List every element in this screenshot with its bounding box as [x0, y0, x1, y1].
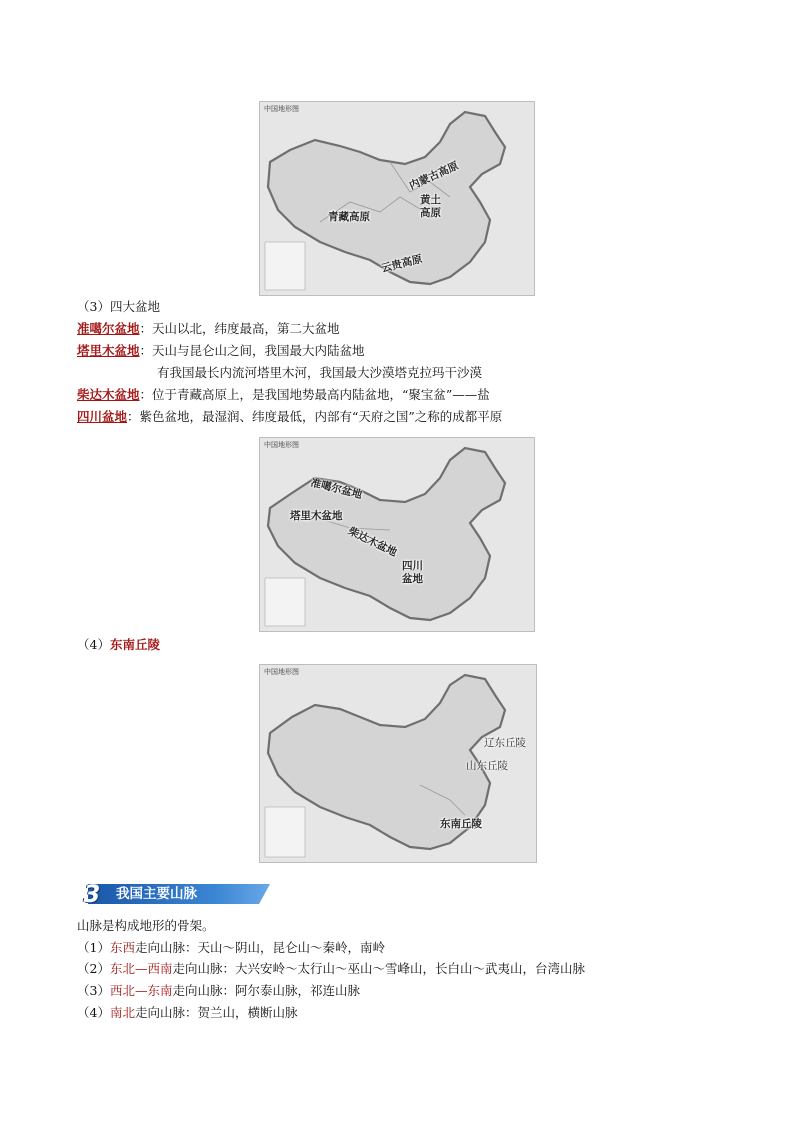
mountain-item-1 — [77, 938, 385, 958]
label-sichuan-basin-1: 四川 — [402, 560, 423, 572]
mountains-intro: 山脉是构成地形的骨架。 — [77, 918, 215, 933]
terrain-map-plateaus — [259, 101, 535, 296]
item-text: 走向山脉：贺兰山，横断山脉 — [134, 1005, 298, 1020]
basin-junggar-line — [77, 319, 340, 339]
section-number: 3 — [83, 880, 101, 908]
hills-heading: 东南丘陵 — [109, 637, 160, 652]
hills-heading-prefix: （4） — [77, 637, 110, 652]
item-text: 走向山脉：天山～阴山，昆仑山～秦岭，南岭 — [134, 940, 385, 955]
item-prefix: （1） — [77, 940, 110, 955]
basin-qaidam-name: 柴达木盆地 — [77, 387, 140, 402]
item-prefix: （2） — [77, 961, 110, 976]
mountain-item-2 — [77, 959, 585, 979]
basins-heading: （3）四大盆地 — [77, 299, 160, 314]
basin-tarim-name: 塔里木盆地 — [77, 343, 140, 358]
item-direction: 东西 — [109, 940, 135, 955]
basin-sichuan-desc: ：紫色盆地，最湿润、纬度最低，内部有“天府之国”之称的成都平原 — [127, 409, 503, 424]
label-inner-mongolia-plateau: 内蒙古高原 — [407, 159, 461, 193]
label-yungui-plateau: 云贵高原 — [380, 253, 424, 275]
label-tarim-basin: 塔里木盆地 — [290, 510, 343, 522]
label-liaodong-hills: 辽东丘陵 — [484, 737, 526, 749]
terrain-map-basins — [259, 437, 535, 632]
item-prefix: （4） — [77, 1005, 110, 1020]
label-shandong-hills: 山东丘陵 — [466, 760, 508, 772]
label-junggar-basin: 准噶尔盆地 — [309, 476, 364, 502]
label-qinghai-tibet-plateau: 青藏高原 — [328, 211, 370, 223]
label-sichuan-basin-2: 盆地 — [402, 573, 423, 585]
item-text: 走向山脉：大兴安岭～太行山～巫山～雪峰山，长白山～武夷山，台湾山脉 — [172, 961, 585, 976]
mountain-item-3 — [77, 981, 360, 1001]
item-text: 走向山脉：阿尔泰山脉，祁连山脉 — [172, 983, 360, 998]
map-title: 中国地形图 — [264, 668, 299, 676]
section-title: 我国主要山脉 — [116, 886, 197, 902]
label-southeast-hills: 东南丘陵 — [440, 818, 482, 830]
basin-sichuan-name: 四川盆地 — [77, 409, 128, 424]
basin-qaidam-line — [77, 385, 490, 405]
basin-sichuan-line — [77, 407, 502, 427]
basin-tarim-line — [77, 341, 365, 361]
item-direction: 南北 — [109, 1005, 135, 1020]
map-title: 中国地形图 — [264, 441, 299, 449]
label-loess-plateau-1: 黄土 — [420, 194, 441, 206]
mountain-item-4 — [77, 1003, 297, 1023]
basin-qaidam-desc: ：位于青藏高原上，是我国地势最高内陆盆地，“聚宝盆”——盐 — [139, 387, 490, 402]
label-loess-plateau-2: 高原 — [420, 207, 441, 219]
map-title: 中国地形图 — [264, 105, 299, 113]
item-direction: 西北—东南 — [109, 983, 173, 998]
basin-junggar-name: 准噶尔盆地 — [77, 321, 140, 336]
hills-heading-line — [77, 635, 160, 655]
basin-junggar-desc: ：天山以北，纬度最高，第二大盆地 — [139, 321, 340, 336]
china-outline — [260, 438, 534, 631]
section-banner — [76, 881, 272, 907]
item-prefix: （3） — [77, 983, 110, 998]
terrain-map-hills — [259, 664, 537, 863]
basin-tarim-desc: ：天山与昆仑山之间，我国最大内陆盆地 — [139, 343, 365, 358]
basin-tarim-line-2: 有我国最长内流河塔里木河，我国最大沙漠塔克拉玛干沙漠 — [157, 365, 483, 380]
item-direction: 东北—西南 — [109, 961, 173, 976]
label-qaidam-basin: 柴达木盆地 — [346, 525, 399, 559]
